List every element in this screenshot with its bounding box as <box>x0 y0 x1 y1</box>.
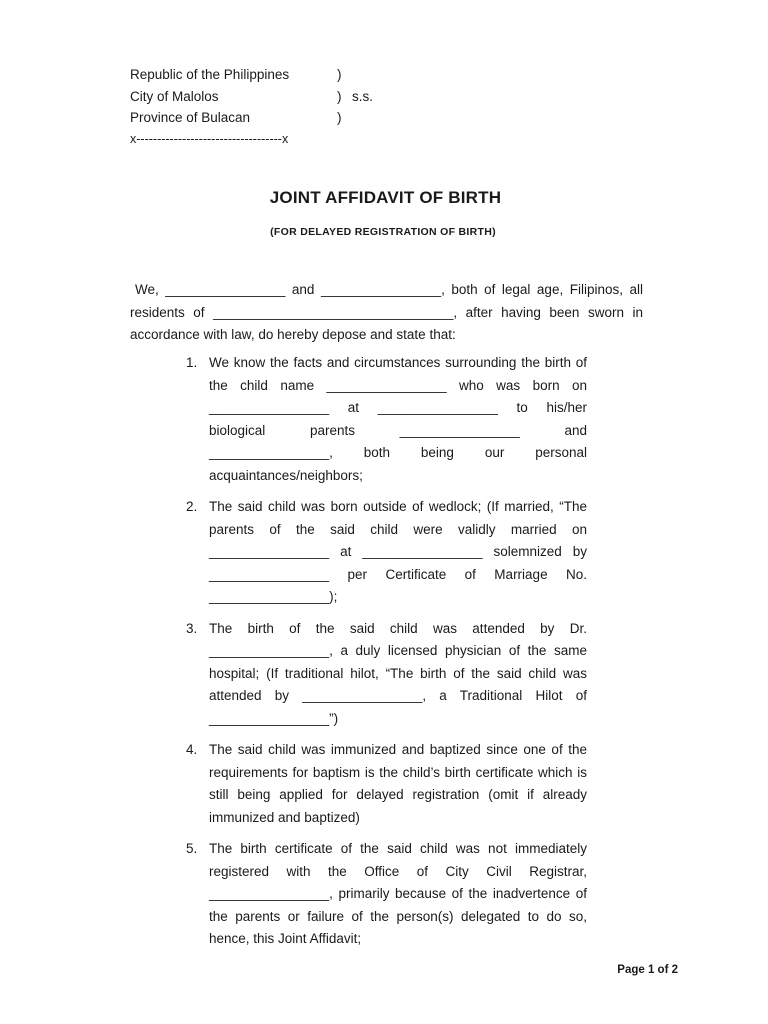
statement-item <box>186 739 587 829</box>
document-subtitle: (FOR DELAYED REGISTRATION OF BIRTH) <box>270 226 496 238</box>
venue-paren: ) <box>337 67 342 82</box>
page-number: Page 1 of 2 <box>617 964 678 976</box>
statement-item <box>186 496 587 609</box>
statement-text: We know the facts and circumstances surrounding the birth of the child name ________________ who was born on ________________ at ________________ to his/her biological parents ________________ and ________________, both being our personal acquaintances/neighbors; <box>209 355 587 483</box>
statement-item <box>186 838 587 951</box>
venue-place: City of Malolos <box>130 88 219 104</box>
statement-text: The said child was born outside of wedlock; (If married, “The parents of the said child were validly married on ________________ at ________________ solemnized by ________________ per Certificate of Marriage No. ________________); <box>209 499 587 604</box>
statement-number: 3. <box>186 620 198 636</box>
statement-number: 2. <box>186 499 198 514</box>
venue-row-country <box>130 64 342 86</box>
venue-row-province <box>130 107 342 129</box>
venue-place: Province of Bulacan <box>130 110 251 125</box>
venue-rule: x-----------------------------------x <box>130 131 289 146</box>
statement-text: The said child was immunized and baptized since one of the requirements for baptism is the child’s birth certificate which is still being applied for delayed registration (omit if already immunized and baptized) <box>209 742 587 825</box>
statement-number: 4. <box>186 742 198 757</box>
statement-number: 5. <box>186 841 198 856</box>
venue-paren: ) <box>337 110 342 125</box>
statement-item <box>186 352 587 487</box>
venue-ss: s.s. <box>352 88 374 104</box>
statement-number: 1. <box>186 355 198 370</box>
statement-item <box>186 618 587 731</box>
statement-text: The birth of the said child was attended by Dr. ________________, a duly licensed physician of the same hospital; (If traditional hilot, “The birth of the said child was attended by ________________, a Traditional Hilot of ________________”) <box>209 620 587 726</box>
venue-block <box>130 64 374 150</box>
intro-paragraph: We, ________________ and ________________, both of legal age, Filipinos, all residents of ________________________________, after having been sworn in accordance with law, do hereby depose and state that: <box>130 282 643 342</box>
venue-row-city <box>130 86 374 108</box>
venue-place: Republic of the Philippines <box>130 67 290 82</box>
venue-paren: ) <box>337 88 342 104</box>
document-title: JOINT AFFIDAVIT OF BIRTH <box>269 188 502 207</box>
statement-list <box>186 352 587 951</box>
statement-text: The birth certificate of the said child was not immediately registered with the Office of City Civil Registrar, ________________, primarily because of the inadvertence of the parents or failure of the person(s) delegated to do so, hence, this Joint Affidavit; <box>209 841 587 946</box>
